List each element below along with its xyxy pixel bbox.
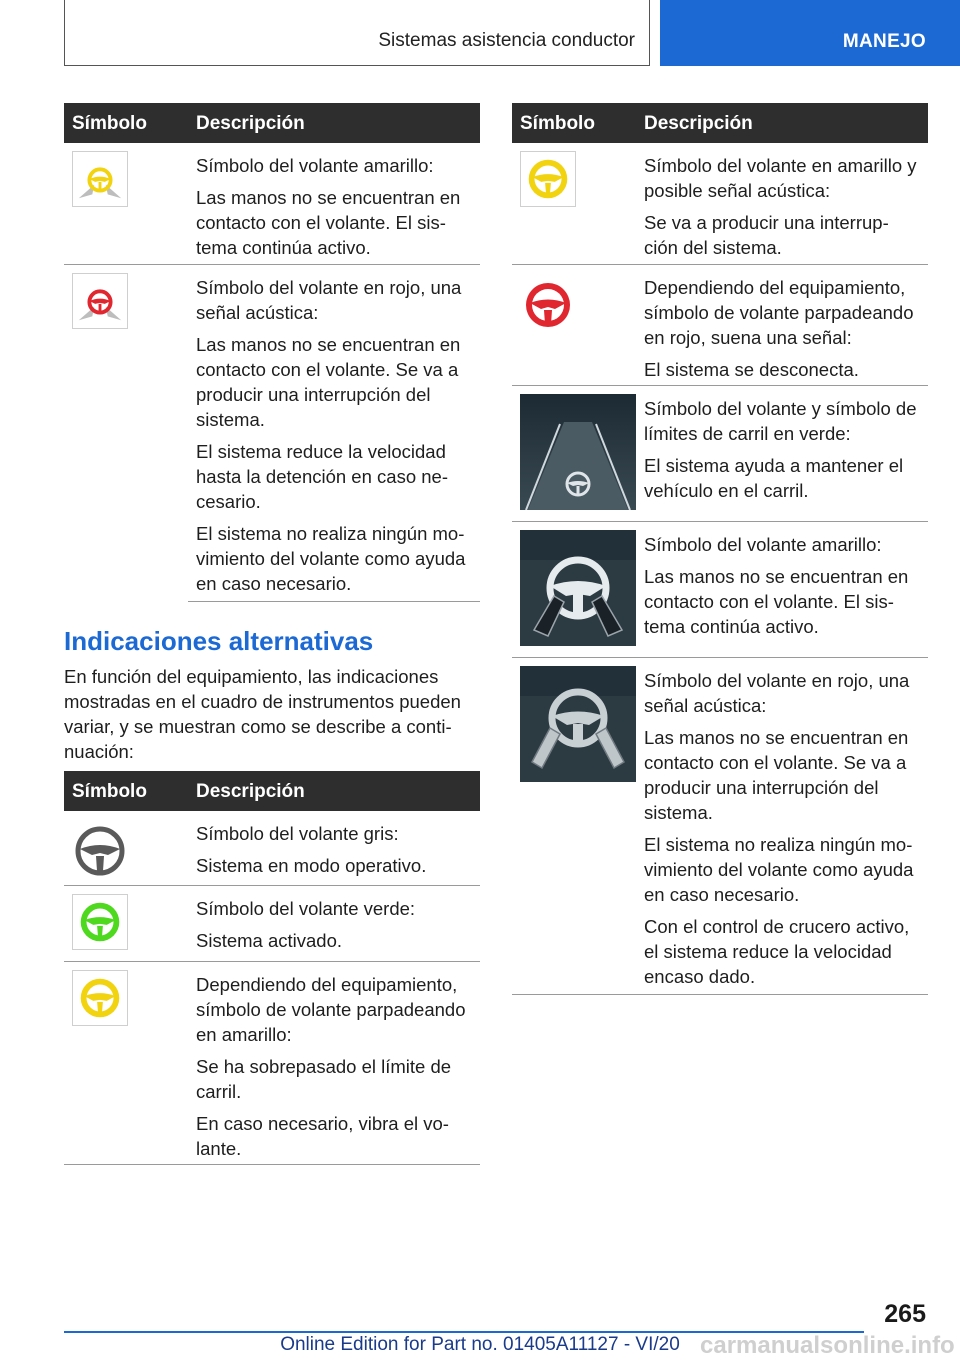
page-number: 265 <box>884 1300 926 1328</box>
desc-line: Símbolo del volante amarillo: <box>644 534 882 555</box>
desc-line: Símbolo del volante gris: <box>196 823 399 844</box>
desc-line: El sistema reduce la velocidad hasta la detención en caso ne- cesario. <box>196 441 448 512</box>
desc-line: Con el control de crucero activo, el sistema reduce la velocidad encaso dado. <box>644 916 910 987</box>
table-header-symbol: Símbolo <box>72 781 147 802</box>
steering-wheel-red-icon <box>520 277 576 333</box>
table-header-description: Descripción <box>196 113 305 134</box>
steering-wheel-gray-icon <box>72 823 128 879</box>
desc-line: El sistema se desconecta. <box>644 359 859 380</box>
lane-display-steering-wheel-icon <box>520 394 636 510</box>
table-row <box>512 522 928 658</box>
desc-line: El sistema no realiza ningún mo- vimiento del volante como ayuda en caso necesario. <box>644 834 914 905</box>
desc-line: Las manos no se encuentran en contacto con el volante. El sis- tema continúa activo. <box>196 187 461 258</box>
footer-edition: Online Edition for Part no. 01405A11127 - VI/20 <box>280 1334 680 1355</box>
table-row <box>512 386 928 522</box>
section-intro: En función del equipamiento, las indicaciones mostradas en el cuadro de instrumentos pueden variar, y se muestran como se describe a conti- nuación: <box>64 666 461 762</box>
table-header <box>64 103 480 143</box>
desc-line: Las manos no se encuentran en contacto con el volante. Se va a producir una interrupción del sistema. <box>644 727 909 823</box>
table-row <box>64 886 480 962</box>
desc-line: El sistema no realiza ningún mo- vimiento del volante como ayuda en caso necesario. <box>196 523 466 594</box>
display-steering-wheel-hands-icon <box>520 530 636 646</box>
desc-line: Símbolo del volante en rojo, una señal acústica: <box>196 277 462 323</box>
row-description <box>196 962 480 1173</box>
desc-line: Se ha sobrepasado el límite de carril. <box>196 1056 452 1102</box>
header-section-box <box>64 0 650 66</box>
desc-line: Sistema en modo operativo. <box>196 855 427 876</box>
table-row <box>64 962 480 1165</box>
table-header-description: Descripción <box>644 113 753 134</box>
table-row <box>64 811 480 886</box>
desc-line: En caso necesario, vibra el vo- lante. <box>196 1113 449 1159</box>
steering-wheel-yellow-hands-icon <box>72 151 128 207</box>
row-description <box>196 265 480 608</box>
symbol-table-alternative <box>64 771 480 1165</box>
steering-wheel-yellow-icon <box>72 970 128 1026</box>
desc-line: Sistema activado. <box>196 930 343 951</box>
desc-line: El sistema ayuda a mantener el vehículo en el carril. <box>644 455 904 501</box>
desc-line: Dependiendo del equipamiento, símbolo de volante parpadeando en amarillo: <box>196 974 466 1045</box>
header-chapter-label: MANEJO <box>842 31 926 52</box>
desc-line: Símbolo del volante amarillo: <box>196 155 434 176</box>
desc-line: Las manos no se encuentran en contacto con el volante. El sis- tema continúa activo. <box>644 566 909 637</box>
table-row <box>64 265 480 601</box>
row-description <box>644 522 928 651</box>
desc-line: Dependiendo del equipamiento, símbolo de volante parpadeando en rojo, suena una señal: <box>644 277 914 348</box>
symbol-table-left <box>64 103 480 601</box>
table-row <box>512 265 928 386</box>
symbol-table-right <box>512 103 928 995</box>
steering-wheel-yellow-icon <box>520 151 576 207</box>
steering-wheel-red-hands-icon <box>72 273 128 329</box>
table-row <box>512 658 928 995</box>
row-divider <box>188 601 480 602</box>
row-description <box>644 143 928 272</box>
table-header-symbol: Símbolo <box>72 113 147 134</box>
display-steering-wheel-hands-icon <box>520 666 636 782</box>
table-row <box>64 143 480 265</box>
desc-line: Se va a producir una interrup- ción del sistema. <box>644 212 889 258</box>
row-description <box>196 886 480 965</box>
watermark: carmanualsonline.info <box>700 1332 955 1359</box>
table-header <box>64 771 480 811</box>
desc-line: Las manos no se encuentran en contacto con el volante. Se va a producir una interrupción del sistema. <box>196 334 461 430</box>
desc-line: Símbolo del volante y símbolo de límites de carril en verde: <box>644 398 917 444</box>
header-section-title: Sistemas asistencia conductor <box>378 30 635 51</box>
section-title: Indicaciones alternativas <box>64 626 374 656</box>
row-description <box>644 386 928 515</box>
row-description <box>644 265 928 394</box>
desc-line: Símbolo del volante en rojo, una señal acústica: <box>644 670 910 716</box>
desc-line: Símbolo del volante en amarillo y posible señal acústica: <box>644 155 917 201</box>
table-header-description: Descripción <box>196 781 305 802</box>
header-chapter-tab <box>660 0 960 66</box>
row-description <box>196 143 480 272</box>
row-description <box>644 658 928 1001</box>
table-row <box>512 143 928 265</box>
desc-line: Símbolo del volante verde: <box>196 898 416 919</box>
steering-wheel-green-icon <box>72 894 128 950</box>
table-header-symbol: Símbolo <box>520 113 595 134</box>
row-description <box>196 811 480 890</box>
table-header <box>512 103 928 143</box>
